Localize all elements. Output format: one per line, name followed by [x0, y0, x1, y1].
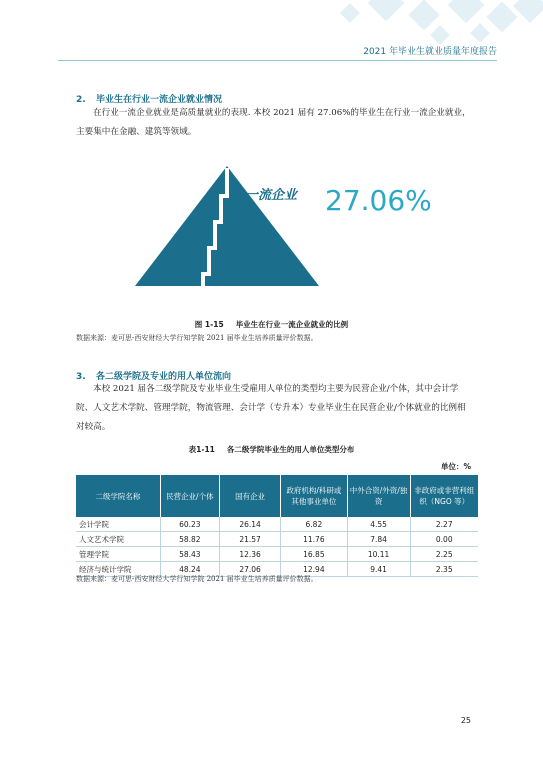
table-header-row	[76, 475, 478, 517]
cell-value: 10.11	[347, 547, 410, 562]
cell-value: 9.41	[347, 562, 410, 577]
table-caption-title: 各二级学院毕业生的用人单位类型分布	[226, 445, 355, 454]
cell-college: 管理学院	[76, 547, 160, 562]
table-row	[76, 547, 478, 562]
top-company-figure	[135, 160, 435, 290]
cell-value: 58.43	[160, 547, 219, 562]
running-header: 2021 年毕业生就业质量年度报告	[363, 47, 497, 57]
header-rule	[58, 60, 497, 61]
page-number: 25	[460, 716, 471, 725]
table-row	[76, 517, 478, 532]
header-private: 民营企业/个体	[160, 475, 219, 517]
table-caption-number: 表1-11	[188, 445, 215, 454]
pyramid-graphic	[135, 160, 435, 290]
cell-value: 58.82	[160, 532, 219, 547]
header-state-owned: 国有企业	[220, 475, 281, 517]
cell-value: 12.94	[281, 562, 347, 577]
cell-value: 7.84	[347, 532, 410, 547]
figure-label: 一流企业	[245, 188, 298, 203]
section-3-paragraph: 本校 2021 届各二级学院及专业毕业生受雇用人单位的类型均主要为民营企业/个体，其中会计学院、人文艺术学院、管理学院，物流管理、会计学（专升本）专业毕业生在民营企业/个体就业的比例相对较高。	[76, 384, 466, 432]
cell-value: 11.76	[281, 532, 347, 547]
header-college: 二级学院名称	[76, 475, 160, 517]
cell-value: 27.06	[220, 562, 281, 577]
figure-caption	[0, 319, 543, 330]
cell-college: 会计学院	[76, 517, 160, 532]
cell-value: 0.00	[410, 532, 478, 547]
cell-value: 16.85	[281, 547, 347, 562]
cell-value: 2.27	[410, 517, 478, 532]
cell-college: 人文艺术学院	[76, 532, 160, 547]
table-unit: 单位：%	[440, 462, 471, 471]
table-caption	[0, 444, 543, 455]
section-2-heading: 毕业生在行业一流企业就业情况	[96, 95, 223, 105]
cell-value: 60.23	[160, 517, 219, 532]
header-government: 政府机构/科研或其他事业单位	[281, 475, 347, 517]
table-source: 数据来源：麦可思-西安财经大学行知学院 2021 届毕业生培养质量评价数据。	[76, 575, 318, 583]
header-foreign: 中外合资/外资/独资	[347, 475, 410, 517]
section-3-number: 3.	[76, 372, 86, 382]
section-3-heading: 各二级学院及专业的用人单位流向	[96, 372, 232, 382]
cell-value: 48.24	[160, 562, 219, 577]
cell-value: 4.55	[347, 517, 410, 532]
figure-source: 数据来源：麦可思-西安财经大学行知学院 2021 届毕业生培养质量评价数据。	[76, 334, 318, 342]
cell-value: 6.82	[281, 517, 347, 532]
employer-type-table	[76, 475, 478, 577]
cell-value: 21.57	[220, 532, 281, 547]
figure-caption-title: 毕业生在行业一流企业就业的比例	[235, 320, 349, 329]
cell-value: 2.35	[410, 562, 478, 577]
cell-value: 26.14	[220, 517, 281, 532]
header-ngo: 非政府或非营利组织（NGO 等）	[410, 475, 478, 517]
section-2-paragraph: 在行业一流企业就业是高质量就业的表现. 本校 2021 届有 27.06%的毕业生在行业一流企业就业，主要集中在金融、建筑等领域。	[76, 108, 471, 137]
cell-value: 2.25	[410, 547, 478, 562]
cell-value: 12.36	[220, 547, 281, 562]
table-row	[76, 532, 478, 547]
figure-caption-number: 图 1-15	[194, 320, 224, 329]
section-2-number: 2.	[76, 95, 86, 105]
cell-college: 经济与统计学院	[76, 562, 160, 577]
figure-value: 27.06%	[325, 184, 432, 217]
